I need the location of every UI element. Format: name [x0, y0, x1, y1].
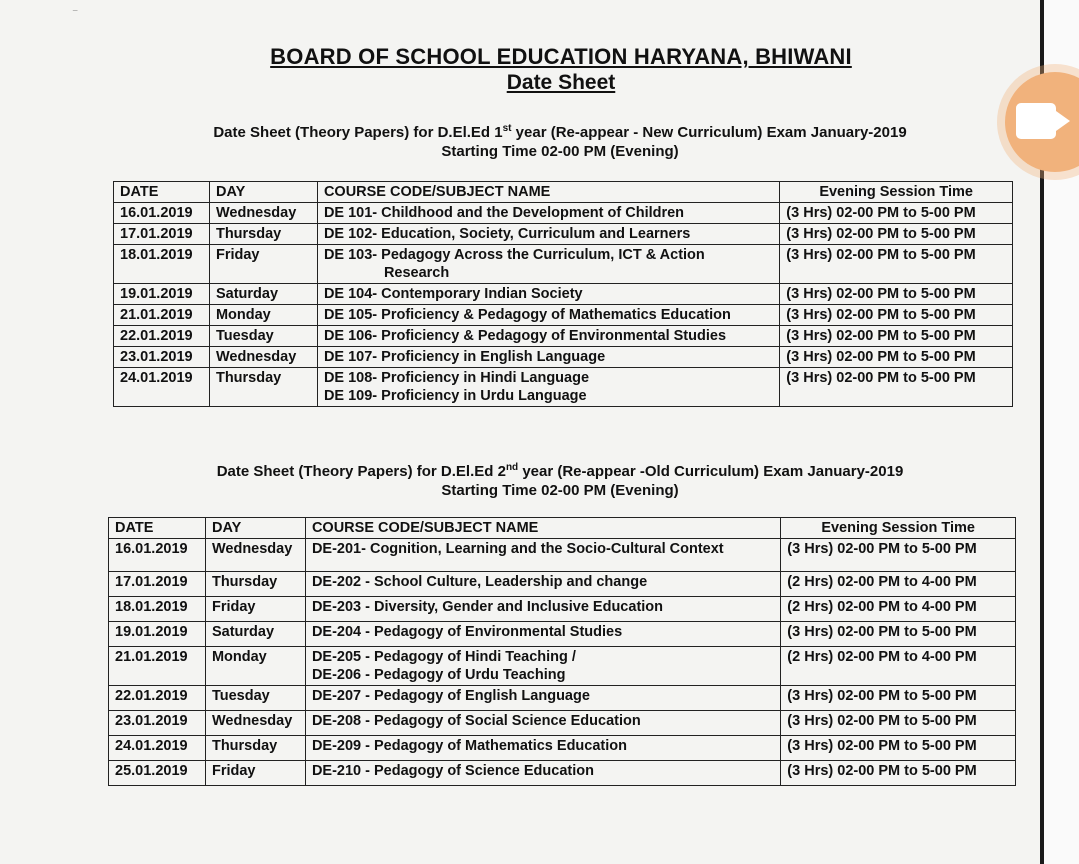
session-time-cell: (3 Hrs) 02-00 PM to 5-00 PM — [781, 736, 1016, 761]
session-time-cell: (3 Hrs) 02-00 PM to 5-00 PM — [780, 305, 1013, 326]
section-1-starting-time: Starting Time 02-00 PM (Evening) — [441, 143, 679, 160]
section-1-heading — [150, 119, 970, 161]
subject-cell — [305, 539, 780, 572]
subject-line: DE 104- Contemporary Indian Society — [323, 286, 583, 302]
session-time-cell: (3 Hrs) 02-00 PM to 5-00 PM — [781, 761, 1016, 786]
date-cell: 23.01.2019 — [114, 347, 210, 368]
day-cell: Monday — [205, 647, 305, 686]
date-cell: 24.01.2019 — [109, 736, 206, 761]
subject-cell — [305, 711, 780, 736]
subject-line: DE-204 - Pedagogy of Environmental Studies — [311, 624, 623, 640]
session-time-cell: (2 Hrs) 02-00 PM to 4-00 PM — [781, 597, 1016, 622]
subject-line: DE 102- Education, Society, Curriculum and Learners — [323, 226, 691, 242]
subject-cell — [317, 203, 779, 224]
session-time-cell: (3 Hrs) 02-00 PM to 5-00 PM — [780, 326, 1013, 347]
date-cell: 19.01.2019 — [114, 284, 210, 305]
table-row — [109, 539, 1016, 572]
date-cell: 22.01.2019 — [114, 326, 210, 347]
session-time-cell: (3 Hrs) 02-00 PM to 5-00 PM — [780, 284, 1013, 305]
table-body-year-2 — [109, 539, 1016, 786]
date-cell: 23.01.2019 — [109, 711, 206, 736]
subject-line: DE-203 - Diversity, Gender and Inclusive Education — [311, 599, 664, 615]
header-session-time: Evening Session Time — [781, 518, 1016, 539]
subject-line: DE-209 - Pedagogy of Mathematics Education — [311, 738, 627, 754]
subject-cell — [305, 597, 780, 622]
header-day: DAY — [205, 518, 305, 539]
date-cell: 16.01.2019 — [114, 203, 210, 224]
day-cell: Saturday — [205, 622, 305, 647]
session-time-cell: (3 Hrs) 02-00 PM to 5-00 PM — [781, 539, 1016, 572]
day-cell: Thursday — [209, 224, 317, 245]
date-cell: 21.01.2019 — [114, 305, 210, 326]
table-row — [114, 224, 1013, 245]
subject-cell — [317, 368, 779, 407]
date-sheet-table-year-2 — [108, 517, 1016, 786]
session-time-cell: (3 Hrs) 02-00 PM to 5-00 PM — [780, 224, 1013, 245]
day-cell: Friday — [205, 761, 305, 786]
day-cell: Friday — [205, 597, 305, 622]
section-2-heading — [150, 458, 970, 500]
subject-line: Research — [383, 265, 450, 281]
day-cell: Thursday — [205, 736, 305, 761]
header-day: DAY — [209, 182, 317, 203]
day-cell: Tuesday — [209, 326, 317, 347]
subject-cell — [305, 736, 780, 761]
table-header-row — [114, 182, 1013, 203]
day-cell: Wednesday — [209, 347, 317, 368]
section-2-heading-line: Date Sheet (Theory Papers) for D.El.Ed 2nd year (Re-appear -Old Curriculum) Exam January-2019 — [216, 462, 904, 480]
subject-line: DE 107- Proficiency in English Language — [323, 349, 606, 365]
date-cell: 22.01.2019 — [109, 686, 206, 711]
table-row — [114, 305, 1013, 326]
section-2-starting-time: Starting Time 02-00 PM (Evening) — [441, 482, 679, 499]
subject-cell — [317, 245, 779, 284]
session-time-cell: (2 Hrs) 02-00 PM to 4-00 PM — [781, 647, 1016, 686]
table-row — [109, 622, 1016, 647]
day-cell: Wednesday — [205, 711, 305, 736]
table-row — [114, 284, 1013, 305]
subject-cell — [305, 622, 780, 647]
session-time-cell: (3 Hrs) 02-00 PM to 5-00 PM — [781, 686, 1016, 711]
header-session-time: Evening Session Time — [780, 182, 1013, 203]
table-row — [114, 368, 1013, 407]
day-cell: Thursday — [209, 368, 317, 407]
date-sheet-table-year-1 — [113, 181, 1013, 407]
header-subject: COURSE CODE/SUBJECT NAME — [305, 518, 780, 539]
table-body-year-1 — [114, 203, 1013, 407]
day-cell: Thursday — [205, 572, 305, 597]
session-time-cell: (3 Hrs) 02-00 PM to 5-00 PM — [781, 622, 1016, 647]
day-cell: Friday — [209, 245, 317, 284]
day-cell: Monday — [209, 305, 317, 326]
subject-line: DE-201- Cognition, Learning and the Socio-Cultural Context — [311, 541, 724, 557]
date-cell: 17.01.2019 — [109, 572, 206, 597]
date-cell: 21.01.2019 — [109, 647, 206, 686]
subject-line: DE 105- Proficiency & Pedagogy of Mathematics Education — [323, 307, 731, 323]
subject-line: DE 106- Proficiency & Pedagogy of Environmental Studies — [323, 328, 727, 344]
subject-line: DE 108- Proficiency in Hindi Language — [323, 370, 590, 386]
header-date: DATE — [114, 182, 210, 203]
subject-cell — [305, 647, 780, 686]
table-row — [109, 761, 1016, 786]
subject-cell — [317, 224, 779, 245]
table-row — [109, 736, 1016, 761]
table-row — [114, 203, 1013, 224]
date-cell: 17.01.2019 — [114, 224, 210, 245]
session-time-cell: (3 Hrs) 02-00 PM to 5-00 PM — [780, 368, 1013, 407]
day-cell: Saturday — [209, 284, 317, 305]
subject-line: DE 101- Childhood and the Development of Children — [323, 205, 685, 221]
subject-line: DE-208 - Pedagogy of Social Science Education — [311, 713, 641, 729]
day-cell: Wednesday — [209, 203, 317, 224]
subject-line: DE-207 - Pedagogy of English Language — [311, 688, 590, 704]
table-row — [114, 347, 1013, 368]
section-1-heading-line: Date Sheet (Theory Papers) for D.El.Ed 1st year (Re-appear - New Curriculum) Exam January-2019 — [213, 123, 907, 141]
date-cell: 16.01.2019 — [109, 539, 206, 572]
header-subject: COURSE CODE/SUBJECT NAME — [317, 182, 779, 203]
subject-line: DE-202 - School Culture, Leadership and change — [311, 574, 648, 590]
subject-cell — [305, 686, 780, 711]
board-title: BOARD OF SCHOOL EDUCATION HARYANA, BHIWANI — [270, 44, 852, 69]
subject-line: DE-205 - Pedagogy of Hindi Teaching / — [311, 649, 576, 665]
subject-cell — [305, 761, 780, 786]
subject-cell — [317, 326, 779, 347]
table-row — [109, 647, 1016, 686]
session-time-cell: (3 Hrs) 02-00 PM to 5-00 PM — [780, 245, 1013, 284]
table-row — [109, 597, 1016, 622]
subject-cell — [317, 284, 779, 305]
session-time-cell: (3 Hrs) 02-00 PM to 5-00 PM — [780, 347, 1013, 368]
date-cell: 24.01.2019 — [114, 368, 210, 407]
table-row — [109, 572, 1016, 597]
header-date: DATE — [109, 518, 206, 539]
video-camera-icon[interactable] — [1016, 103, 1056, 139]
subject-line: DE-210 - Pedagogy of Science Education — [311, 763, 594, 779]
table-row — [109, 711, 1016, 736]
date-cell: 19.01.2019 — [109, 622, 206, 647]
subject-cell — [317, 347, 779, 368]
subject-line: DE 103- Pedagogy Across the Curriculum, ICT & Action — [323, 247, 705, 263]
table-row — [114, 326, 1013, 347]
date-cell: 18.01.2019 — [114, 245, 210, 284]
subject-line: DE 109- Proficiency in Urdu Language — [323, 388, 587, 404]
session-time-cell: (3 Hrs) 02-00 PM to 5-00 PM — [780, 203, 1013, 224]
subject-cell — [317, 305, 779, 326]
session-time-cell: (2 Hrs) 02-00 PM to 4-00 PM — [781, 572, 1016, 597]
table-row — [114, 245, 1013, 284]
subject-line: DE-206 - Pedagogy of Urdu Teaching — [311, 667, 566, 683]
day-cell: Tuesday — [205, 686, 305, 711]
date-cell: 25.01.2019 — [109, 761, 206, 786]
date-sheet-title: Date Sheet — [506, 71, 616, 94]
date-cell: 18.01.2019 — [109, 597, 206, 622]
table-row — [109, 686, 1016, 711]
day-cell: Wednesday — [205, 539, 305, 572]
table-header-row — [109, 518, 1016, 539]
scan-mark: ⁻ — [72, 5, 79, 19]
subject-cell — [305, 572, 780, 597]
session-time-cell: (3 Hrs) 02-00 PM to 5-00 PM — [781, 711, 1016, 736]
